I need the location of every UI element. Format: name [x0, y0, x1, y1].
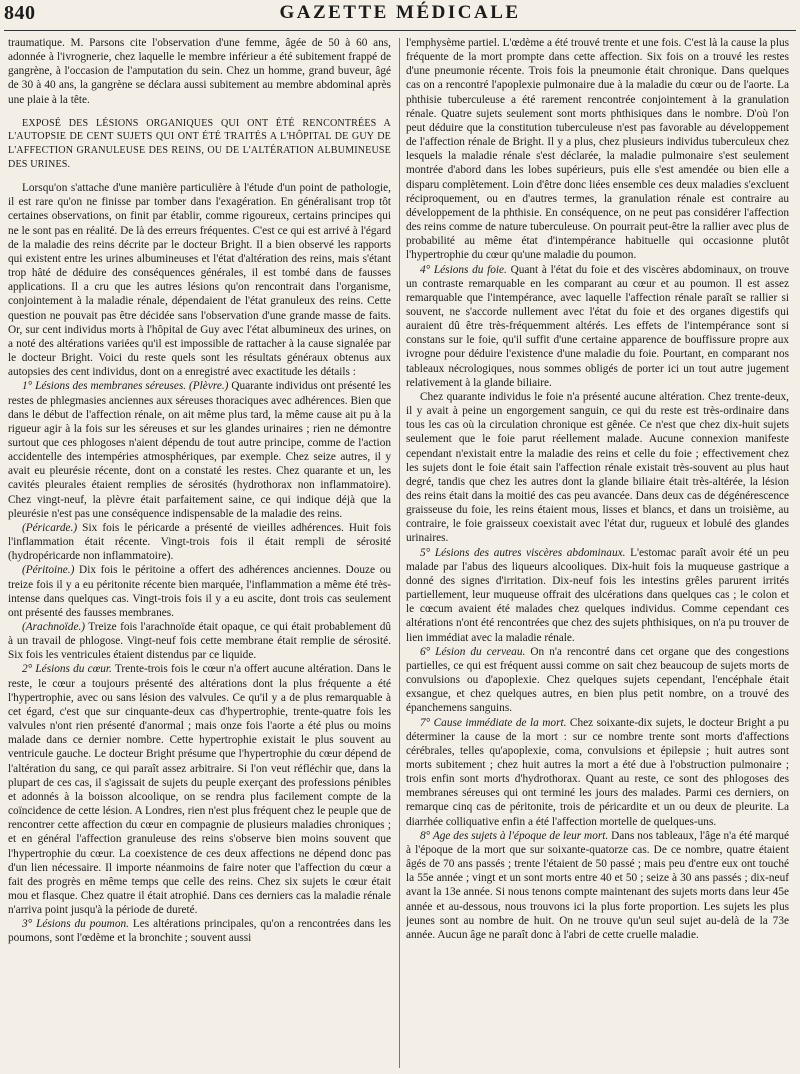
paragraph-text: Treize fois l'arachnoïde était opaque, ce qui était probablement dû à un travail de phlogose. Vingt-neuf fois cette membrane était remplie de sérosité. Six fois les ventricules étaient distendus par ce liquide. — [8, 621, 391, 662]
subsection-title: 4° Lésions du foie. — [420, 263, 507, 276]
paragraph-text: Quarante individus ont présenté les restes de phlegmasies anciennes aux séreuses thoraciques avec adhérences. Bien que dans le début de l'affection rénale, on ait même plus tard, la même cause ait pu à la rigueur agir à la fois sur les séreuses et sur les glandes urinaires ; rien ne démontre surtout que ces phlogoses n'aient dépendu de tout autre principe, comme de l'action accidentelle des intempéries atmosphériques, par exemple. Chez seize autres, il y avait eu pleurésie récente, dont on a constaté les restes. Chez quarante et un, les cavités pleurales étaient remplies de sérosités (hydrothorax non inflammatoire). Chez vingt-neuf, la plèvre était parfaitement saine, ce qui indique déjà que la pleurésie n'est pas une conséquence indispensable de la maladie des reins. — [8, 380, 391, 520]
page-number: 840 — [4, 2, 36, 24]
paragraph — [406, 263, 789, 390]
subsection-title: 1° Lésions des membranes séreuses. (Plèvre.) — [22, 380, 229, 393]
subsection-title: 8° Age des sujets à l'époque de leur mort. — [420, 829, 609, 842]
paragraph-text: Dix fois le péritoine a offert des adhérences anciennes. Douze ou treize fois il y a eu péritonite récente bien marquée, l'inflammation a même été très-intense dans quelques cas. Vingt-trois fois il y a eu ascite, dont trois cas seulement ont présenté des fausses membranes. — [8, 564, 391, 619]
paragraph — [8, 379, 391, 521]
paragraph-text: Six fois le péricarde a présenté de vieilles adhérences. Huit fois l'inflammation était récente. Vingt-trois fois il était rempli de sérosité (hydropéricarde non inflammatoire). — [8, 521, 391, 563]
subsection-title: 7° Cause immédiate de la mort. — [420, 716, 567, 729]
paragraph — [8, 620, 391, 662]
subsection-title: (Arachnoïde.) — [22, 621, 86, 633]
paragraph: Chez quarante individus le foie n'a présenté aucune altération. Chez trente-deux, il y avait à peine un engorgement sanguin, ce qui du reste est très-ordinaire dans tous les cas où la circulation chronique est gênée. Ce n'est que chez dix-huit sujets seulement que le foie parut réellement malade. Aucune connexion manifeste cependant n'existait entre la maladie des reins et celle du foie ; effectivement chez les sujets dont le foie était sain l'affection rénale existait très-souvent au plus haut degré, tandis que chez les autres dont la glande biliaire était très-altérée, la lésion des reins était dans la moitié des cas peu avancée. Dans deux cas de dégénérescence graisseuse du foie, les reins étaient mous, lisses et blancs, et dans un troisième, au contraire, le foie graisseux coexistait avec l'état dur, rugueux et lobulé des glandes urinaires. — [406, 390, 789, 545]
paragraph: l'emphysème partiel. L'œdème a été trouvé trente et une fois. C'est là la cause la plus fréquente de la mort prompte dans cette affection. Six fois on a trouvé les restes d'une pneumonie récente. Trois fois la pneumonie était chronique. Dans quelques cas on a rencontré l'apoplexie pulmonaire due à la maladie du cœur ou de l'aorte. La phthisie tuberculeuse a été rarement rencontrée conjointement à la granulation rénale. Quatre sujets seulement sont morts phthisiques dans le nombre. D'où l'on peut déduire que la constitution tuberculeuse n'est pas favorable au développement de l'affection rénale de Bright. Il y a plus, chez plusieurs individus tuberculeux chez lesquels la maladie rénale s'est déclarée, la maladie pulmonaire s'est seulement montrée d'abord dans les lobes supérieurs, puis elle s'est amendée ou bien elle a disparu complètement. Loin d'être donc liées ensemble ces deux maladies s'excluent réciproquement, ou en d'autres termes, la granulation rénale est contraire au développement de la phthisie. En conséquence, on ne peut pas considérer l'affection des reins comme de nature tuberculeuse. On pourrait peut-être la rallier avec plus de probabilité au même état d'intempérance habituelle qui occasionne plutôt l'hypertrophie du cœur qu'une maladie du poumon. — [406, 37, 789, 262]
column-divider — [399, 38, 400, 1068]
paragraph — [8, 521, 391, 563]
paragraph-text: Chez soixante-dix sujets, le docteur Bright a pu déterminer la cause de la mort : sur ce nombre trente sont morts d'affections cérébrales, telles qu'apoplexie, coma, convulsions et épilepsie ; huit autres sont morts subitement ; chez huit autres la mort a été due à l'obstruction pulmonaire ; trois enfin sont morts d'hydrothorax. Quant au reste, ce sont des phlogoses des membranes séreuses qui ont terminé les jours des malades. Parmi ces derniers, on remarque cinq cas de péritonite, trois de péricardite et un ou deux de pleurite. La diarrhée colliquative enfin a été l'affection mortelle de quelques-uns. — [406, 716, 789, 828]
right-column — [406, 36, 789, 1070]
paragraph-text: Les altérations principales, qu'on a rencontrées dans les poumons, sont l'œdème et la bronchite ; souvent aussi — [8, 918, 391, 945]
paragraph-text: Quant à l'état du foie et des viscères abdominaux, on trouve un contraste remarquable en les comparant au cœur et au poumon. Il est assez remarquable que l'intempérance, avec laquelle l'affection rénale paraît se rallier si souvent, ne s'accorde nullement avec l'état du foie et des organes digestifs qui auraient dû être très-fréquemment altérés. Les effets de l'intempérance sont si constans sur le foie, qu'il suffit d'une certaine apparence de bouffissure propre aux ivrogne pour déduire l'existence d'une maladie du foie. Pourtant, en comparant nos tableaux nécrologiques, nous sommes obligés de porter ici un tout autre jugement relativement à la glande biliaire. — [406, 263, 789, 389]
paragraph: traumatique. M. Parsons cite l'observation d'une femme, âgée de 50 à 60 ans, adonnée à l'ivrognerie, chez laquelle le membre inférieur a été subitement frappé de gangrène, à l'occasion de l'amputation du sein. Chez un homme, grand buveur, âgé de 30 à 40 ans, la gangrène se déclara aussi subitement au membre abdominal après une plaie à la tête. — [8, 37, 391, 106]
section-heading: EXPOSÉ DES LÉSIONS ORGANIQUES QUI ONT ÉTÉ RENCONTRÉES A L'AUTOPSIE DE CENT SUJETS QUI ONT ÉTÉ TRAITÉS A L'HÔPITAL DE GUY DE L'AFFECTION GRANULEUSE DES REINS, OU DE L'ALTÉRATION ALBUMINEUSE DES URINES. — [8, 117, 391, 170]
paragraph-text: L'estomac paraît avoir été un peu malade par l'abus des liqueurs alcooliques. Dix-huit fois la muqueuse gastrique a donné des signes d'irritation. Dix-neuf fois les intestins grêles parurent irrités partiellement, leur muqueuse offrait des ulcérations dans quelques cas ; le colon et le cœcum avaient été malades chez quelques individus. Comme cependant ces altérations n'ont été rencontrées que chez des sujets phthisiques, on n'a pu trouver de lien immédiat avec la maladie rénale. — [406, 546, 789, 644]
header-rule — [4, 30, 796, 31]
left-column — [8, 36, 391, 1070]
subsection-title: (Péritoine.) — [22, 564, 75, 577]
page-header — [4, 2, 796, 32]
subsection-title: 6° Lésion du cerveau. — [420, 645, 526, 658]
paragraph-text: On n'a rencontré dans cet organe que des congestions partielles, ce qui est fréquent aussi comme on sait chez beaucoup de sujets morts de convulsions ou d'apoplexie. Chez quelques sujets cependant, l'encéphale était exsangue, et chez quelques autres, en bien plus petit nombre, on a trouvé des épanchemens sanguins. — [406, 645, 789, 715]
paragraph — [406, 829, 789, 942]
subsection-title: 3° Lésions du poumon. — [22, 918, 129, 931]
paragraph — [406, 645, 789, 716]
paragraph-text: Trente-trois fois le cœur n'a offert aucune altération. Dans le reste, le cœur a toujours présenté des altérations dont la plus fréquente a été l'hypertrophie, avec ou sans lésion des valvules. Ce qu'il y a de plus remarquable à cet égard, c'est que sur cinquante-deux cas d'hypertrophie, trente-quatre fois les valvules n'ont rien présenté d'anormal ; mais onze fois l'aorte a été plus ou moins malade dans ce dernier nombre. Cette hypertrophie existait le plus souvent au ventricule gauche. Le docteur Bright présume que l'hypertrophie du cœur dépend de l'altération du sang, ce qui paraît assez arbitraire. Si l'on veut réfléchir que, dans la plupart de ces cas, il s'agissait de sujets du peuple exerçant des professions pénibles et adonnés à la boisson alcoolique, on se rendra plus facilement compte de la coïncidence de cette lésion. A Londres, rien n'est plus fréquent chez le peuple que de rencontrer cette affection du cœur en compagnie de plusieurs maladies chroniques ; et en général l'affection granuleuse des reins s'observe bien moins souvent que l'hypertrophie du cœur. La coexistence de ces deux affections ne dépend donc pas d'un lien nécessaire. Il importe néanmoins de faire noter que l'affection du cœur a fait des progrès en même temps que celle des reins. Chez six sujets le cœur était mou et flasque. Chez quatre il était atrophié. Dans ces derniers cas la maladie rénale n'arriva point jusqu'à la période de dureté. — [8, 663, 391, 917]
subsection-title: 5° Lésions des autres viscères abdominaux. — [420, 546, 626, 559]
paragraph — [406, 716, 789, 829]
subsection-title: (Péricarde.) — [22, 521, 78, 534]
paragraph — [8, 563, 391, 620]
paragraph — [8, 917, 391, 945]
paragraph: Lorsqu'on s'attache d'une manière particulière à l'étude d'un point de pathologie, il est rare qu'on ne finisse par tomber dans l'exagération. En généralisant trop tôt certaines observations, on finit par établir, comme rigoureux, certains principes qui ne le sont pas en réalité. De là des erreurs fréquentes. C'est ce qui est arrivé à l'égard de la maladie des reins décrite par le docteur Bright. Il a bien observé les rapports qui existent entre les urines albumineuses et l'état d'altération des reins, mais s'étant trop hâté de déduire des conséquences générales, il est tombé dans de fausses applications. Il a cru que les autres lésions qu'on rencontrait dans l'organisme, conjointement à la maladie rénale, dépendaient de l'état granuleux des reins. Cette question ne pouvait pas être décidée sans l'observation d'une grande masse de faits. Or, sur cent individus morts à l'hôpital de Guy avec l'état albumineux des urines, on a noté des altérations variées qu'il est impossible de rattacher à la cause signalée par le docteur Bright. Voici du reste quels sont les résultats généraux obtenus aux autopsies des cent individus, dont on a enregistré avec exactitude les détails : — [8, 182, 391, 379]
paragraph-text: Dans nos tableaux, l'âge n'a été marqué à l'époque de la mort que sur soixante-quatorze cas. De ce nombre, quatre étaient âgés de 70 ans passés ; trente l'étaient de 50 passé ; mais peu d'entre eux ont touché la 55e année ; vingt et un sont morts entre 40 et 50 ; seize à 30 ans passés ; dix-neuf avant la 13e année. Si nous tenons compte maintenant des sujets morts dans leur 45e année et au-dessous, nous trouvons ici la plus forte proportion. Les sujets les plus jeunes sont au nombre de huit. On ne trouve qu'un seul sujet au-delà de la 73e année. Aucun âge ne paraît donc à l'abri de cette cruelle maladie. — [406, 829, 789, 941]
journal-title: GAZETTE MÉDICALE — [279, 2, 521, 23]
paragraph — [406, 546, 789, 645]
paragraph — [8, 662, 391, 917]
subsection-title: 2° Lésions du cœur. — [22, 663, 112, 676]
